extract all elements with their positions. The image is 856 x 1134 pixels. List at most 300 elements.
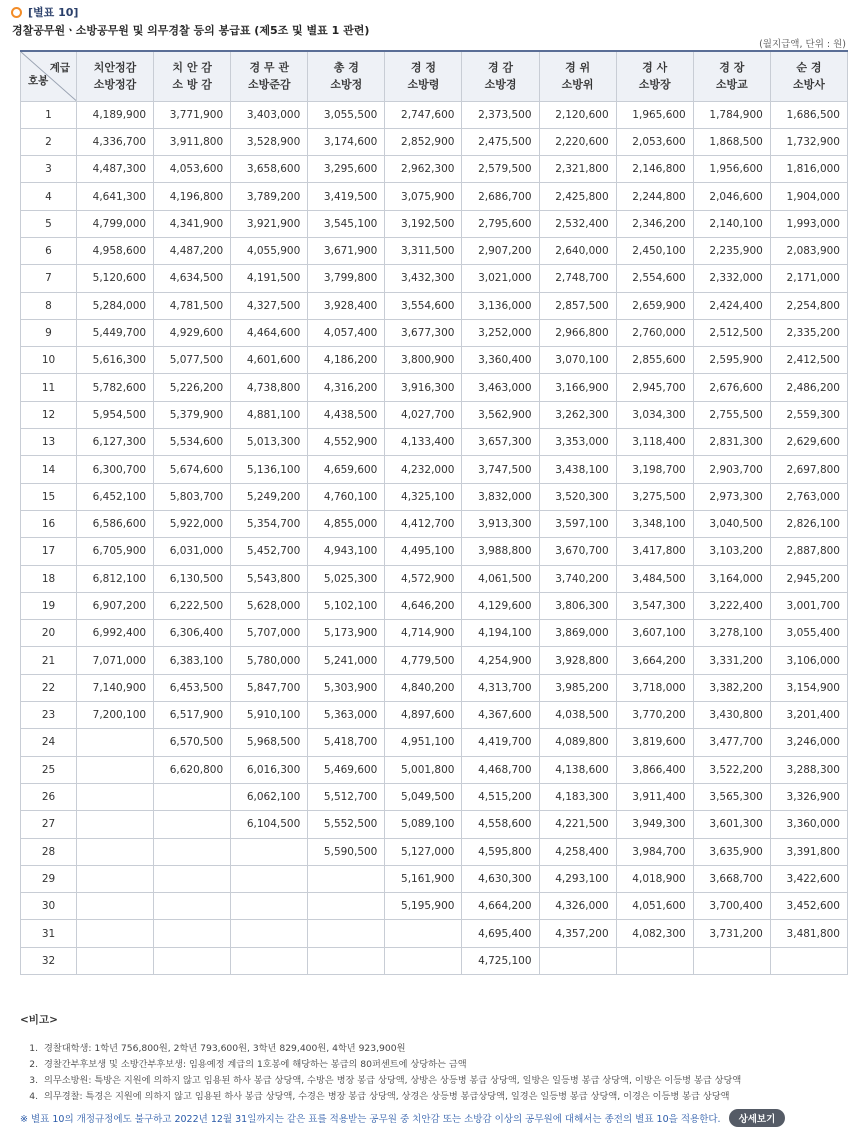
salary-cell: 4,254,900 — [462, 647, 539, 674]
salary-cell: 3,463,000 — [462, 374, 539, 401]
salary-cell: 2,697,800 — [770, 456, 847, 483]
step-cell: 27 — [21, 811, 77, 838]
salary-cell: 2,425,800 — [539, 183, 616, 210]
salary-cell: 6,620,800 — [154, 756, 231, 783]
salary-cell: 2,475,500 — [462, 128, 539, 155]
salary-cell: 4,018,900 — [616, 865, 693, 892]
salary-cell: 2,140,100 — [693, 210, 770, 237]
salary-cell: 3,635,900 — [693, 838, 770, 865]
salary-cell: 5,077,500 — [154, 347, 231, 374]
step-cell: 5 — [21, 210, 77, 237]
salary-cell: 3,198,700 — [616, 456, 693, 483]
salary-cell: 2,973,300 — [693, 483, 770, 510]
police-rank-label: 경 장 — [719, 61, 745, 75]
salary-cell: 4,487,300 — [77, 156, 154, 183]
column-header — [308, 51, 385, 101]
police-rank-label: 총 경 — [333, 61, 359, 75]
salary-cell: 3,262,300 — [539, 401, 616, 428]
salary-cell: 3,192,500 — [385, 210, 462, 237]
salary-cell: 3,021,000 — [462, 265, 539, 292]
salary-cell — [154, 893, 231, 920]
salary-cell: 5,249,200 — [231, 483, 308, 510]
salary-cell: 4,897,600 — [385, 702, 462, 729]
salary-cell: 4,738,800 — [231, 374, 308, 401]
salary-cell: 3,819,600 — [616, 729, 693, 756]
salary-cell: 2,450,100 — [616, 237, 693, 264]
police-rank-label: 경 감 — [487, 61, 514, 75]
table-row — [21, 865, 848, 892]
step-cell: 21 — [21, 647, 77, 674]
salary-cell: 3,070,100 — [539, 347, 616, 374]
table-row — [21, 237, 848, 264]
salary-cell: 3,913,300 — [462, 510, 539, 537]
salary-cell: 4,293,100 — [539, 865, 616, 892]
salary-cell: 6,031,000 — [154, 538, 231, 565]
salary-cell: 3,984,700 — [616, 838, 693, 865]
salary-cell: 3,770,200 — [616, 702, 693, 729]
salary-cell: 2,760,000 — [616, 319, 693, 346]
salary-cell: 4,057,400 — [308, 319, 385, 346]
police-rank-label: 경 사 — [642, 61, 668, 75]
salary-cell: 3,154,900 — [770, 674, 847, 701]
salary-cell: 2,826,100 — [770, 510, 847, 537]
salary-cell: 5,049,500 — [385, 783, 462, 810]
salary-cell: 4,951,100 — [385, 729, 462, 756]
salary-cell: 2,676,600 — [693, 374, 770, 401]
salary-cell: 1,868,500 — [693, 128, 770, 155]
salary-cell: 4,196,800 — [154, 183, 231, 210]
salary-cell: 4,183,300 — [539, 783, 616, 810]
salary-cell: 1,732,900 — [770, 128, 847, 155]
salary-cell: 3,252,000 — [462, 319, 539, 346]
salary-cell: 4,129,600 — [462, 592, 539, 619]
step-cell: 31 — [21, 920, 77, 947]
salary-cell: 3,554,600 — [385, 292, 462, 319]
column-header — [693, 51, 770, 101]
salary-cell: 3,718,000 — [616, 674, 693, 701]
column-header — [770, 51, 847, 101]
salary-cell: 6,992,400 — [77, 620, 154, 647]
salary-cell: 2,640,000 — [539, 237, 616, 264]
salary-cell: 2,486,200 — [770, 374, 847, 401]
salary-cell: 5,284,000 — [77, 292, 154, 319]
salary-cell: 4,232,000 — [385, 456, 462, 483]
salary-cell: 5,102,100 — [308, 592, 385, 619]
salary-cell: 4,634,500 — [154, 265, 231, 292]
salary-cell — [77, 838, 154, 865]
salary-cell: 2,532,400 — [539, 210, 616, 237]
salary-cell: 2,945,700 — [616, 374, 693, 401]
table-row — [21, 647, 848, 674]
salary-cell — [154, 783, 231, 810]
notes-section — [20, 1012, 850, 1105]
salary-cell: 5,847,700 — [231, 674, 308, 701]
pay-table — [20, 50, 848, 975]
salary-cell: 5,707,000 — [231, 620, 308, 647]
salary-cell: 3,452,600 — [770, 893, 847, 920]
salary-cell: 4,487,200 — [154, 237, 231, 264]
salary-cell: 1,956,600 — [693, 156, 770, 183]
salary-cell: 3,988,800 — [462, 538, 539, 565]
salary-cell: 4,646,200 — [385, 592, 462, 619]
salary-cell: 4,515,200 — [462, 783, 539, 810]
table-header-row — [21, 51, 848, 101]
salary-cell: 3,522,200 — [693, 756, 770, 783]
salary-cell: 5,161,900 — [385, 865, 462, 892]
salary-cell: 4,341,900 — [154, 210, 231, 237]
salary-cell: 3,136,000 — [462, 292, 539, 319]
fire-rank-label: 소방경 — [484, 78, 517, 92]
salary-cell: 6,222,500 — [154, 592, 231, 619]
table-row — [21, 920, 848, 947]
salary-cell: 4,695,400 — [462, 920, 539, 947]
table-row — [21, 101, 848, 128]
column-header — [77, 51, 154, 101]
salary-cell: 3,353,000 — [539, 429, 616, 456]
salary-cell — [539, 947, 616, 974]
salary-cell: 4,221,500 — [539, 811, 616, 838]
table-title: 경찰공무원ㆍ소방공무원 및 의무경찰 등의 봉급표 (제5조 및 별표 1 관련) — [12, 24, 370, 37]
salary-cell: 3,928,800 — [539, 647, 616, 674]
salary-cell: 6,016,300 — [231, 756, 308, 783]
salary-cell: 2,235,900 — [693, 237, 770, 264]
salary-cell: 2,659,900 — [616, 292, 693, 319]
salary-cell: 3,985,200 — [539, 674, 616, 701]
salary-cell: 3,607,100 — [616, 620, 693, 647]
unit-note: (월지급액, 단위 : 원) — [759, 39, 846, 50]
table-row — [21, 783, 848, 810]
salary-cell: 5,013,300 — [231, 429, 308, 456]
salary-cell: 4,191,500 — [231, 265, 308, 292]
fire-rank-label: 소방교 — [715, 78, 748, 92]
salary-cell: 3,422,600 — [770, 865, 847, 892]
table-row — [21, 183, 848, 210]
column-header — [154, 51, 231, 101]
table-row — [21, 429, 848, 456]
salary-cell: 3,106,000 — [770, 647, 847, 674]
salary-cell: 6,452,100 — [77, 483, 154, 510]
salary-cell: 4,316,200 — [308, 374, 385, 401]
salary-cell: 6,127,300 — [77, 429, 154, 456]
salary-cell — [385, 947, 462, 974]
note-number: 4. — [29, 1091, 38, 1102]
salary-cell — [154, 920, 231, 947]
salary-cell: 3,520,300 — [539, 483, 616, 510]
salary-cell: 3,731,200 — [693, 920, 770, 947]
note-text: 경찰간부후보생 및 소방간부후보생: 임용예정 계급의 1호봉에 해당하는 봉급의 80퍼센트에 상당하는 금액 — [44, 1059, 467, 1070]
salary-cell — [77, 756, 154, 783]
step-cell: 22 — [21, 674, 77, 701]
salary-cell: 5,616,300 — [77, 347, 154, 374]
salary-cell: 5,449,700 — [77, 319, 154, 346]
salary-cell: 5,173,900 — [308, 620, 385, 647]
salary-cell: 3,677,300 — [385, 319, 462, 346]
police-rank-label: 순 경 — [796, 61, 822, 75]
salary-cell: 4,326,000 — [539, 893, 616, 920]
salary-cell: 3,481,800 — [770, 920, 847, 947]
salary-cell: 5,512,700 — [308, 783, 385, 810]
salary-cell: 5,195,900 — [385, 893, 462, 920]
salary-cell: 5,127,000 — [385, 838, 462, 865]
salary-cell — [770, 947, 847, 974]
salary-cell: 2,120,600 — [539, 101, 616, 128]
salary-cell: 3,484,500 — [616, 565, 693, 592]
salary-cell: 4,595,800 — [462, 838, 539, 865]
column-header — [231, 51, 308, 101]
salary-cell: 3,916,300 — [385, 374, 462, 401]
detail-button[interactable]: 상세보기 — [729, 1109, 786, 1127]
table-row — [21, 510, 848, 537]
salary-cell: 3,201,400 — [770, 702, 847, 729]
salary-cell: 3,174,600 — [308, 128, 385, 155]
salary-cell: 2,595,900 — [693, 347, 770, 374]
salary-cell: 2,332,000 — [693, 265, 770, 292]
salary-cell — [231, 920, 308, 947]
salary-cell: 3,747,500 — [462, 456, 539, 483]
salary-cell — [693, 947, 770, 974]
salary-cell: 3,288,300 — [770, 756, 847, 783]
salary-cell: 4,038,500 — [539, 702, 616, 729]
salary-cell: 3,832,000 — [462, 483, 539, 510]
note-item — [20, 1041, 850, 1057]
salary-cell: 4,367,600 — [462, 702, 539, 729]
salary-cell: 4,061,500 — [462, 565, 539, 592]
salary-cell: 3,055,400 — [770, 620, 847, 647]
salary-cell: 4,958,600 — [77, 237, 154, 264]
salary-cell: 1,993,000 — [770, 210, 847, 237]
salary-cell: 2,512,500 — [693, 319, 770, 346]
step-cell: 23 — [21, 702, 77, 729]
salary-cell: 5,226,200 — [154, 374, 231, 401]
salary-cell: 3,866,400 — [616, 756, 693, 783]
salary-cell: 2,220,600 — [539, 128, 616, 155]
table-row — [21, 265, 848, 292]
salary-cell: 3,432,300 — [385, 265, 462, 292]
salary-cell — [77, 811, 154, 838]
salary-cell: 2,244,800 — [616, 183, 693, 210]
salary-cell: 2,907,200 — [462, 237, 539, 264]
step-cell: 19 — [21, 592, 77, 619]
salary-cell: 5,136,100 — [231, 456, 308, 483]
salary-cell — [77, 783, 154, 810]
salary-cell: 2,855,600 — [616, 347, 693, 374]
notes-list — [20, 1041, 850, 1105]
salary-cell: 4,855,000 — [308, 510, 385, 537]
salary-cell: 4,601,600 — [231, 347, 308, 374]
salary-cell: 3,565,300 — [693, 783, 770, 810]
salary-cell: 6,104,500 — [231, 811, 308, 838]
salary-cell: 4,412,700 — [385, 510, 462, 537]
salary-cell: 4,055,900 — [231, 237, 308, 264]
table-row — [21, 483, 848, 510]
salary-cell: 5,379,900 — [154, 401, 231, 428]
salary-cell: 4,133,400 — [385, 429, 462, 456]
salary-cell: 6,062,100 — [231, 783, 308, 810]
salary-cell: 3,164,000 — [693, 565, 770, 592]
table-row — [21, 456, 848, 483]
salary-cell: 6,570,500 — [154, 729, 231, 756]
salary-cell: 3,326,900 — [770, 783, 847, 810]
salary-cell: 3,430,800 — [693, 702, 770, 729]
salary-cell: 3,562,900 — [462, 401, 539, 428]
salary-cell: 2,903,700 — [693, 456, 770, 483]
salary-cell: 3,311,500 — [385, 237, 462, 264]
table-row — [21, 702, 848, 729]
salary-cell: 2,747,600 — [385, 101, 462, 128]
salary-cell: 3,657,300 — [462, 429, 539, 456]
salary-cell: 3,668,700 — [693, 865, 770, 892]
corner-grade-label: 계급 — [49, 62, 70, 74]
table-row — [21, 319, 848, 346]
salary-cell: 3,419,500 — [308, 183, 385, 210]
salary-cell: 2,083,900 — [770, 237, 847, 264]
salary-cell: 4,419,700 — [462, 729, 539, 756]
note-item — [20, 1089, 850, 1105]
salary-cell — [231, 893, 308, 920]
note-text: 의무경찰: 특경은 지원에 의하지 않고 임용된 하사 봉급 상당액, 수경은 병장 봉급 상당액, 상경은 상등병 봉급상당액, 일경은 일등병 봉급 상당액, 이경은 이등병 봉급 상당액 — [44, 1091, 730, 1102]
table-row — [21, 347, 848, 374]
circle-bullet-icon — [11, 7, 22, 18]
table-row — [21, 838, 848, 865]
table-row — [21, 592, 848, 619]
salary-cell — [385, 920, 462, 947]
salary-cell: 3,417,800 — [616, 538, 693, 565]
note-number: 2. — [29, 1059, 38, 1070]
salary-cell: 6,907,200 — [77, 592, 154, 619]
salary-cell: 3,799,800 — [308, 265, 385, 292]
salary-cell: 3,789,200 — [231, 183, 308, 210]
salary-cell: 3,103,200 — [693, 538, 770, 565]
salary-cell: 3,545,100 — [308, 210, 385, 237]
step-cell: 20 — [21, 620, 77, 647]
table-row — [21, 674, 848, 701]
salary-cell: 3,869,000 — [539, 620, 616, 647]
salary-cell: 4,572,900 — [385, 565, 462, 592]
police-rank-label: 경 무 관 — [249, 61, 289, 75]
salary-cell: 2,887,800 — [770, 538, 847, 565]
salary-cell: 2,579,500 — [462, 156, 539, 183]
salary-cell: 2,335,200 — [770, 319, 847, 346]
step-cell: 3 — [21, 156, 77, 183]
salary-cell: 3,166,900 — [539, 374, 616, 401]
fire-rank-label: 소방정 — [330, 78, 363, 92]
salary-cell: 3,403,000 — [231, 101, 308, 128]
table-body — [21, 101, 848, 975]
salary-cell: 4,051,600 — [616, 893, 693, 920]
salary-cell — [308, 865, 385, 892]
salary-cell: 4,929,600 — [154, 319, 231, 346]
footnote — [20, 1109, 785, 1127]
salary-cell: 6,517,900 — [154, 702, 231, 729]
salary-cell — [154, 838, 231, 865]
salary-cell: 3,040,500 — [693, 510, 770, 537]
table-row — [21, 374, 848, 401]
salary-cell: 5,628,000 — [231, 592, 308, 619]
salary-cell: 3,360,400 — [462, 347, 539, 374]
salary-cell: 3,438,100 — [539, 456, 616, 483]
step-cell: 32 — [21, 947, 77, 974]
salary-cell: 2,146,800 — [616, 156, 693, 183]
salary-cell: 3,949,300 — [616, 811, 693, 838]
note-item — [20, 1057, 850, 1073]
salary-cell: 5,534,600 — [154, 429, 231, 456]
salary-cell — [154, 947, 231, 974]
table-label: [별표 10] — [28, 6, 79, 19]
salary-cell — [308, 947, 385, 974]
salary-cell: 4,664,200 — [462, 893, 539, 920]
salary-cell: 4,336,700 — [77, 128, 154, 155]
fire-rank-label: 소방위 — [561, 78, 594, 92]
salary-cell: 2,373,500 — [462, 101, 539, 128]
salary-cell — [154, 811, 231, 838]
step-cell: 28 — [21, 838, 77, 865]
salary-cell: 3,911,400 — [616, 783, 693, 810]
salary-cell — [77, 729, 154, 756]
salary-cell: 2,424,400 — [693, 292, 770, 319]
salary-cell: 5,780,000 — [231, 647, 308, 674]
salary-cell: 6,300,700 — [77, 456, 154, 483]
salary-cell: 1,686,500 — [770, 101, 847, 128]
salary-cell: 4,943,100 — [308, 538, 385, 565]
salary-cell: 4,779,500 — [385, 647, 462, 674]
salary-cell: 1,904,000 — [770, 183, 847, 210]
salary-cell: 4,464,600 — [231, 319, 308, 346]
salary-cell: 5,089,100 — [385, 811, 462, 838]
salary-cell — [308, 920, 385, 947]
salary-cell: 3,740,200 — [539, 565, 616, 592]
police-rank-label: 경 위 — [565, 61, 591, 75]
salary-cell: 4,659,600 — [308, 456, 385, 483]
column-header — [385, 51, 462, 101]
step-cell: 1 — [21, 101, 77, 128]
salary-cell: 4,468,700 — [462, 756, 539, 783]
salary-cell: 3,700,400 — [693, 893, 770, 920]
salary-cell: 5,001,800 — [385, 756, 462, 783]
salary-cell: 2,559,300 — [770, 401, 847, 428]
salary-cell: 6,453,500 — [154, 674, 231, 701]
salary-cell: 3,246,000 — [770, 729, 847, 756]
column-header — [539, 51, 616, 101]
salary-cell — [77, 920, 154, 947]
salary-cell: 2,795,600 — [462, 210, 539, 237]
salary-cell: 3,075,900 — [385, 183, 462, 210]
salary-cell: 6,705,900 — [77, 538, 154, 565]
footnote-text: ※ 별표 10의 개정규정에도 불구하고 2022년 12월 31일까지는 같은 표를 적용받는 공무원 중 치안감 또는 소방감 이상의 공무원에 대해서는 종전의 별표 10을 적용한다. — [20, 1114, 721, 1125]
salary-cell: 4,714,900 — [385, 620, 462, 647]
step-cell: 9 — [21, 319, 77, 346]
table-row — [21, 565, 848, 592]
salary-cell: 3,331,200 — [693, 647, 770, 674]
salary-cell: 3,118,400 — [616, 429, 693, 456]
note-text: 경찰대학생: 1학년 756,800원, 2학년 793,600원, 3학년 829,400원, 4학년 923,900원 — [44, 1043, 406, 1054]
salary-cell: 2,046,600 — [693, 183, 770, 210]
salary-cell: 2,962,300 — [385, 156, 462, 183]
salary-cell: 4,558,600 — [462, 811, 539, 838]
salary-cell: 2,852,900 — [385, 128, 462, 155]
salary-cell: 5,674,600 — [154, 456, 231, 483]
salary-cell: 2,748,700 — [539, 265, 616, 292]
step-cell: 7 — [21, 265, 77, 292]
salary-cell: 6,383,100 — [154, 647, 231, 674]
salary-cell: 5,025,300 — [308, 565, 385, 592]
table-row — [21, 756, 848, 783]
salary-cell: 4,799,000 — [77, 210, 154, 237]
note-item — [20, 1073, 850, 1089]
step-cell: 17 — [21, 538, 77, 565]
column-header — [462, 51, 539, 101]
salary-cell — [77, 893, 154, 920]
salary-cell: 4,641,300 — [77, 183, 154, 210]
